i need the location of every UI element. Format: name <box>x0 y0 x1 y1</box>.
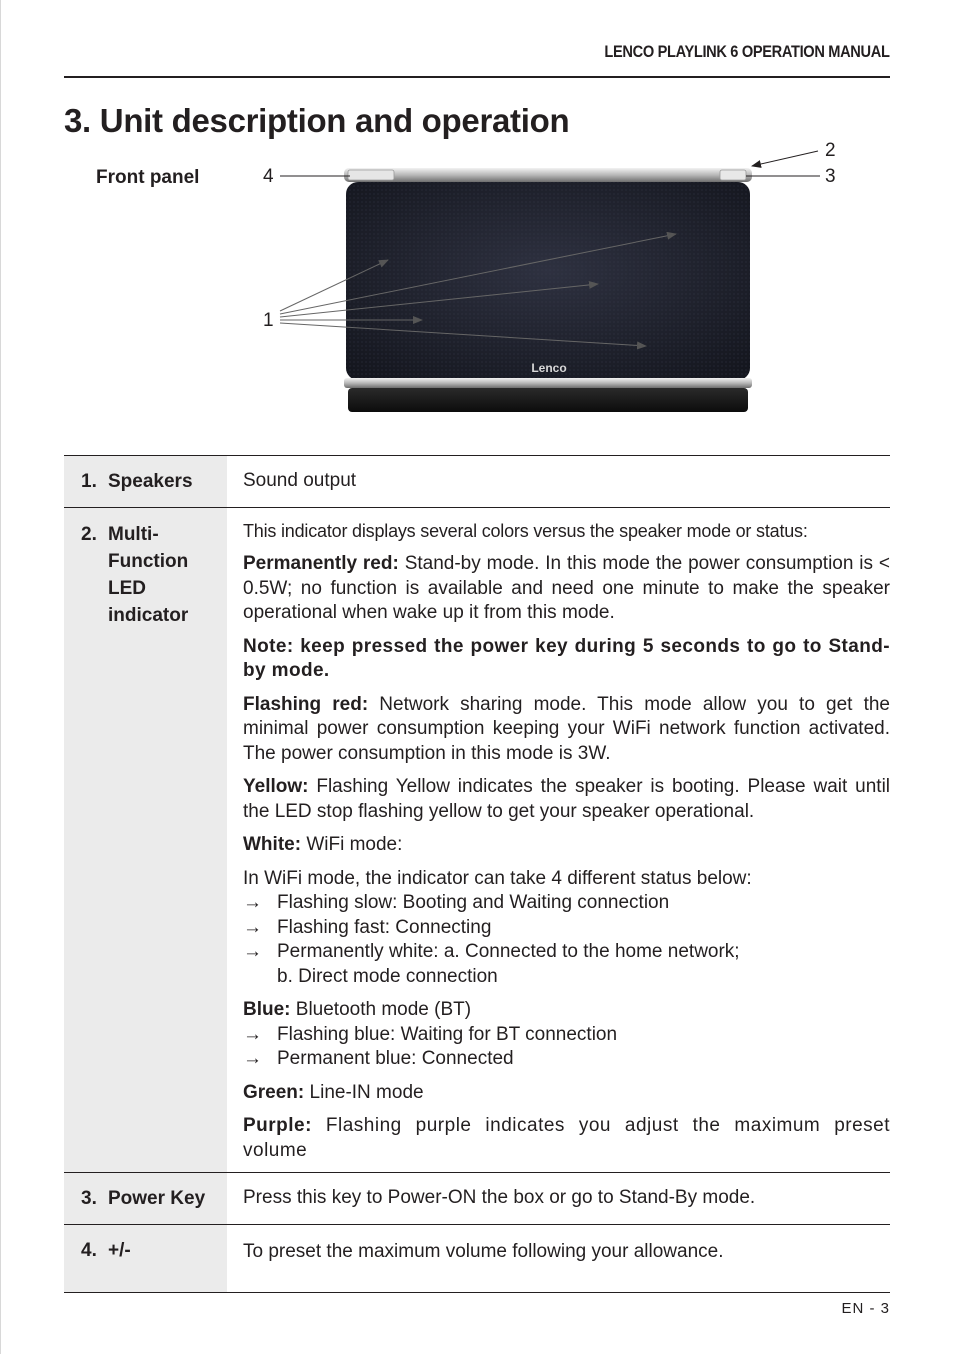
wifi-intro: In WiFi mode, the indicator can take 4 different status below: <box>243 867 752 889</box>
list-item <box>243 1023 890 1048</box>
green-paragraph <box>243 1081 890 1106</box>
row-number: 4. <box>81 1239 97 1261</box>
page-edge-rule <box>0 0 1 1354</box>
callout-4: 4 <box>263 166 274 187</box>
speaker-base <box>348 388 748 412</box>
table-row <box>64 1173 890 1225</box>
front-panel-label: Front panel <box>96 167 200 188</box>
arrow-icon: → <box>243 916 262 938</box>
list-item <box>243 1047 890 1072</box>
white-label: White: <box>243 834 302 855</box>
list-item <box>243 940 890 965</box>
row-title: Speakers <box>108 471 193 492</box>
row-title: +/- <box>108 1239 131 1261</box>
list-item <box>243 916 890 941</box>
row-label <box>64 456 227 507</box>
table-row <box>64 456 890 508</box>
green-label: Green: <box>243 1081 305 1103</box>
arrow-icon: → <box>243 941 262 962</box>
list-item <box>243 891 890 916</box>
row-number: 2. <box>81 523 97 545</box>
row-number: 3. <box>81 1188 97 1209</box>
row-description <box>227 456 890 507</box>
flashing-red-paragraph <box>243 693 890 767</box>
wifi-item: Flashing fast: Connecting <box>277 916 492 938</box>
white-text: WiFi mode: <box>306 834 403 855</box>
header-divider <box>64 76 890 78</box>
volume-keys-description: To preset the maximum volume following your allowance. <box>243 1240 724 1262</box>
row-description <box>227 1225 890 1292</box>
standby-note-text: Note: keep pressed the power key during 5 seconds to go to Stand-by mode. <box>243 635 890 681</box>
row-description <box>227 508 890 1173</box>
row-label <box>64 508 227 1173</box>
standby-note <box>243 635 890 684</box>
wifi-item: Permanently white: a. Connected to the home network; <box>277 941 740 962</box>
speaker-front-illustration <box>256 136 856 421</box>
row-label <box>64 1225 227 1292</box>
permanently-red-text: Stand-by mode. In this mode the power consumption is < 0.5W; no function is available and need one minute to make the speaker operational when wake up it from this mode. <box>243 553 890 623</box>
page-number: EN - 3 <box>841 1300 890 1317</box>
row-description <box>227 1173 890 1224</box>
running-header: LENCO PLAYLINK 6 OPERATION MANUAL <box>604 42 890 61</box>
row-number: 1. <box>81 471 97 492</box>
permanently-red-label: Permanently red: <box>243 553 399 574</box>
wifi-item-sub: b. Direct mode connection <box>277 965 498 987</box>
flashing-red-text: Network sharing mode. This mode allow you to get the minimal power consumption keeping your WiFi network function activated. The power consumption in this mode is 3W. <box>243 693 891 764</box>
led-intro: This indicator displays several colors versus the speaker mode or status: <box>243 520 808 541</box>
power-key-description: Press this key to Power-ON the box or go to Stand-By mode. <box>243 1187 756 1208</box>
purple-label: Purple: <box>243 1115 312 1136</box>
arrow-icon: → <box>243 1048 262 1069</box>
speaker-bottom-band <box>344 378 752 388</box>
row-title <box>108 521 188 1163</box>
blue-label: Blue: <box>243 999 291 1020</box>
arrow-icon: → <box>243 1023 262 1045</box>
blue-block <box>243 998 890 1072</box>
description-table <box>64 455 890 1293</box>
row-label <box>64 1173 227 1224</box>
purple-text: Flashing purple indicates you adjust the maximum preset volume <box>243 1115 891 1161</box>
row-title-line: LED <box>108 577 146 599</box>
row-title-line: Function <box>108 550 189 572</box>
arrow-icon: → <box>243 892 262 913</box>
table-row <box>64 1225 890 1293</box>
white-paragraph <box>243 833 890 858</box>
callout-1: 1 <box>263 310 274 331</box>
row-title: Power Key <box>108 1188 206 1209</box>
green-text: Line-IN mode <box>309 1081 424 1103</box>
permanently-red-paragraph <box>243 552 890 626</box>
yellow-label: Yellow: <box>243 776 309 797</box>
purple-paragraph <box>243 1114 890 1163</box>
blue-item: Flashing blue: Waiting for BT connection <box>277 1023 618 1045</box>
yellow-paragraph <box>243 775 890 824</box>
volume-keys <box>348 170 394 180</box>
lenco-logo: Lenco <box>531 361 567 375</box>
blue-item: Permanent blue: Connected <box>277 1048 514 1069</box>
callout-3: 3 <box>825 166 836 187</box>
led-indicator <box>720 170 746 180</box>
yellow-text: Flashing Yellow indicates the speaker is booting. Please wait until the LED stop flashing yellow to get your speaker operational. <box>243 776 891 822</box>
speaker-top-band <box>344 168 752 182</box>
blue-text: Bluetooth mode (BT) <box>295 999 472 1020</box>
row-title-line: Multi- <box>108 523 159 545</box>
page-title: 3. Unit description and operation <box>64 102 570 139</box>
wifi-status-block <box>243 867 890 990</box>
table-row <box>64 508 890 1174</box>
row-title-line: indicator <box>108 604 189 626</box>
callout-2: 2 <box>825 140 836 161</box>
wifi-item: Flashing slow: Booting and Waiting connection <box>277 892 670 913</box>
flashing-red-label: Flashing red: <box>243 693 369 715</box>
speakers-description: Sound output <box>243 470 357 491</box>
